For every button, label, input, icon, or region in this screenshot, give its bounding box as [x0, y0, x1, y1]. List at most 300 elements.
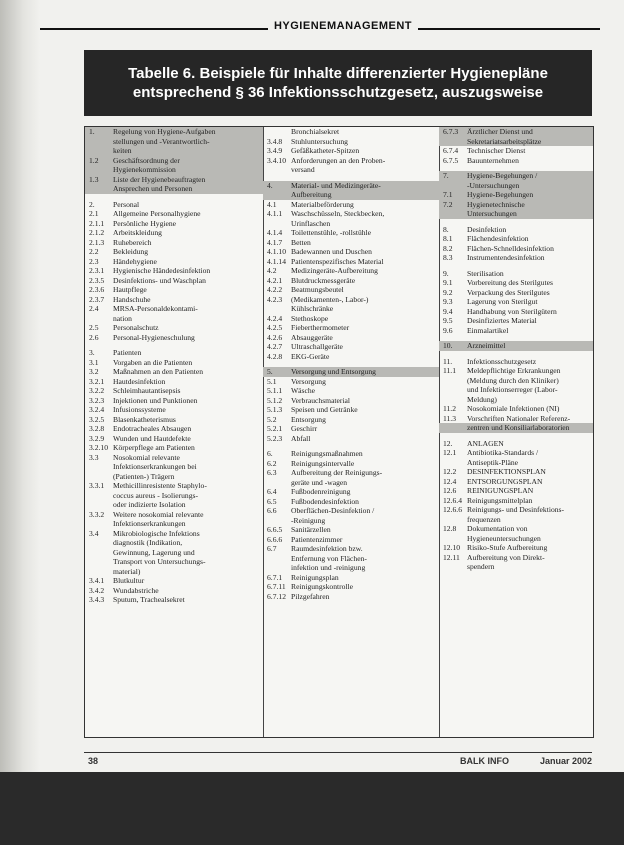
item-text: und Infektionserreger (Labor- [467, 385, 558, 394]
table-row [263, 314, 439, 324]
item-text: Material- und Medizingeräte- [291, 180, 381, 190]
item-number: 2.2 [89, 247, 99, 256]
table-row [439, 505, 593, 515]
table-row [439, 477, 593, 487]
item-number: 5.2.1 [267, 424, 283, 433]
table-row [85, 165, 263, 175]
item-number: 4.2.8 [267, 351, 283, 361]
item-number: 6.7.11 [267, 582, 286, 591]
item-number [267, 304, 291, 314]
item-text: Händehygiene [113, 256, 157, 266]
item-number [89, 462, 113, 472]
item-number: 6.5 [267, 496, 277, 506]
item-number: 4.2.3 [267, 294, 283, 304]
table-title-line-2: entsprechend § 36 Infektionsschutzgesetz, auszugsweise [132, 84, 544, 101]
item-number [267, 219, 291, 229]
table-row [85, 358, 263, 368]
item-text: Wundabstriche [113, 585, 159, 595]
table-row [263, 516, 439, 526]
item-text: Blutkultur [113, 576, 145, 585]
item-number: 6.4 [267, 487, 277, 496]
table-row [439, 190, 593, 200]
item-text: Stethoskope [291, 313, 329, 323]
item-number [443, 458, 467, 468]
item-number: 6.6.6 [267, 534, 283, 544]
item-number [89, 538, 113, 548]
table-row [85, 314, 263, 324]
table-row [263, 285, 439, 295]
footer-rule [84, 752, 592, 753]
item-number: 2.1.2 [89, 228, 105, 237]
item-number: 9.3 [443, 297, 453, 306]
item-text: diagnostik (Indikation, [113, 538, 183, 547]
item-number [267, 127, 291, 137]
item-number: 6.6 [267, 506, 277, 515]
table-row [439, 553, 593, 563]
item-number: 4.2.6 [267, 332, 283, 342]
table-row [439, 200, 593, 210]
table-row [85, 567, 263, 577]
item-text: Stuhluntersuchung [291, 136, 348, 146]
item-text: -Untersuchungen [467, 180, 520, 190]
table-row [439, 448, 593, 458]
table-row [85, 228, 263, 238]
item-number: 2.5 [89, 323, 99, 332]
item-text: Flächen-Schnelldesinfektion [467, 243, 554, 253]
item-text: Verbrauchsmaterial [291, 395, 351, 405]
item-number: 1.2 [89, 155, 99, 165]
table-row [85, 462, 263, 472]
item-text: nation [113, 313, 132, 323]
table-row [85, 586, 263, 596]
table-row [85, 209, 263, 219]
item-text: ANLAGEN [467, 438, 504, 448]
hygiene-plan-table [84, 126, 594, 738]
item-number: 4.1.1 [267, 209, 283, 218]
table-row [85, 276, 263, 286]
table-row [85, 184, 263, 194]
item-text: Vorgaben an die Patienten [113, 357, 193, 367]
item-number: 3.2 [89, 367, 99, 376]
item-number: 2.1.3 [89, 237, 105, 247]
item-text: Handschuhe [113, 294, 151, 304]
table-row [263, 367, 439, 377]
table-row [439, 127, 593, 137]
table-row [263, 342, 439, 352]
item-number: 11.2 [443, 404, 457, 413]
table-row [85, 200, 263, 210]
table-row [439, 458, 593, 468]
table-row [263, 535, 439, 545]
item-number [443, 376, 467, 386]
item-text: EKG-Geräte [291, 351, 330, 361]
item-number: 3.4.10 [267, 155, 286, 165]
item-text: versand [291, 165, 315, 174]
item-number: 8. [443, 224, 449, 234]
item-number: 5.1.3 [267, 405, 283, 414]
table-row [263, 592, 439, 602]
item-text: Infektionsschutzgesetz [467, 356, 537, 366]
table-row [85, 156, 263, 166]
item-number: 11.1 [443, 366, 457, 375]
item-text: Vorschriften Nationaler Referenz- [467, 413, 571, 423]
table-row [439, 543, 593, 553]
table-row [263, 127, 439, 137]
item-number [267, 554, 291, 564]
item-text: Bronchialsekret [291, 127, 340, 136]
item-text: Injektionen und Punktionen [113, 395, 198, 405]
item-number: 3.4 [89, 528, 99, 538]
table-row [263, 525, 439, 535]
item-number [443, 562, 467, 572]
item-number: 7.1 [443, 190, 453, 199]
item-text: Reinigungsplan [291, 572, 339, 582]
table-row [263, 146, 439, 156]
table-row [439, 562, 593, 572]
item-text: Fieberthermometer [291, 323, 350, 332]
issue-date: Januar 2002 [540, 756, 593, 766]
table-row [263, 295, 439, 305]
item-text: Badewannen und Duschen [291, 247, 372, 256]
table-row [439, 404, 593, 414]
table-row [85, 137, 263, 147]
table-row [85, 548, 263, 558]
table-row [263, 137, 439, 147]
item-text: Personalschutz [113, 323, 159, 332]
table-row [263, 333, 439, 343]
table-row [263, 165, 439, 175]
item-text: Handhabung von Sterilgütern [467, 306, 557, 316]
item-number [267, 563, 291, 573]
table-row [85, 415, 263, 425]
item-text: Maßnahmen an den Patienten [113, 367, 204, 376]
item-number: 3.4.1 [89, 576, 105, 585]
table-row [85, 238, 263, 248]
item-text: Anforderungen an den Proben- [291, 155, 386, 165]
item-text: oder indizierte Isolation [113, 500, 186, 509]
item-text: Verpackung des Sterilgutes [467, 287, 550, 297]
item-text: Versorgung [291, 376, 326, 386]
item-text: Antibiotika-Standards / [467, 448, 539, 457]
item-number: 2.6 [89, 332, 99, 342]
item-number: 9.2 [443, 287, 453, 297]
table-row [85, 424, 263, 434]
item-text: Allgemeine Personalhygiene [113, 209, 201, 218]
book-binding-shadow [0, 0, 40, 845]
table-row [85, 348, 263, 358]
item-number: 12.8 [443, 524, 457, 533]
item-number: 8.2 [443, 243, 453, 253]
item-number [267, 190, 291, 200]
table-row [85, 453, 263, 463]
table-row [439, 307, 593, 317]
item-text: Aufbereitung [291, 190, 332, 199]
item-number: 12.6.4 [443, 495, 462, 505]
table-row [85, 257, 263, 267]
item-number: 6.2 [267, 458, 277, 468]
item-number: 4.1.10 [267, 247, 286, 256]
item-text: Blutdruckmessgeräte [291, 275, 356, 285]
table-row [439, 137, 593, 147]
item-text: Medizingeräte-Aufbereitung [291, 266, 378, 275]
item-number [89, 557, 113, 567]
table-row [263, 563, 439, 573]
table-row [85, 529, 263, 539]
item-number: 9.1 [443, 278, 453, 287]
table-row [263, 247, 439, 257]
table-row [263, 582, 439, 592]
item-number: 11.3 [443, 413, 457, 423]
item-number: 6.3 [267, 468, 277, 477]
item-text: Endotracheales Absaugen [113, 424, 192, 433]
item-text: Ansprechen und Personen [113, 184, 193, 193]
item-text: Hygienische Händedesinfektion [113, 266, 211, 275]
item-text: Lagerung von Sterilgut [467, 297, 538, 306]
table-row [439, 376, 593, 386]
item-number: 6. [267, 449, 273, 458]
item-text: Liste der Hygienebeauftragten [113, 174, 206, 184]
item-text: Patientenspezifisches Material [291, 256, 384, 266]
table-row [263, 156, 439, 166]
table-row [439, 278, 593, 288]
item-number: 2.3.1 [89, 266, 105, 275]
item-number: 8.3 [443, 253, 453, 262]
item-text: Nosokomial relevante [113, 452, 180, 462]
item-number [89, 500, 113, 510]
item-text: (Medikamenten-, Labor-) [291, 294, 369, 304]
table-row [263, 276, 439, 286]
item-text: Betten [291, 237, 311, 247]
item-text: geräte und -wagen [291, 477, 348, 487]
table-row [85, 538, 263, 548]
item-number: 3.2.8 [89, 424, 105, 433]
item-text: Raumdesinfektion bzw. [291, 544, 363, 553]
item-text: Schleimhautantisepsis [113, 386, 181, 395]
item-text: stellungen und -Verantwortlich- [113, 136, 210, 146]
item-text: Desinfiziertes Material [467, 316, 537, 325]
item-number: 9.4 [443, 306, 453, 316]
item-text: Ruhebereich [113, 237, 152, 247]
item-number [89, 567, 113, 577]
item-number: 5.2 [267, 414, 277, 424]
item-text: Ärztlicher Dienst und [467, 127, 533, 136]
item-text: Persönliche Hygiene [113, 218, 177, 228]
item-text: Aufbereitung von Direkt- [467, 552, 545, 562]
table-title-line-1: Tabelle 6. Beispiele für Inhalte differenzierter Hygienepläne [128, 65, 548, 82]
item-number: 3.2.4 [89, 405, 105, 414]
item-text: Reinigungs- und Desinfektions- [467, 505, 565, 514]
item-text: Blasenkatheterismus [113, 414, 176, 424]
table-row [439, 439, 593, 449]
item-text: Technischer Dienst [467, 146, 526, 155]
section-header: HYGIENEMANAGEMENT [268, 20, 418, 32]
item-number [89, 548, 113, 558]
item-text: Personal [113, 199, 140, 209]
item-number: 3.2.3 [89, 395, 105, 405]
item-number: 9.6 [443, 325, 453, 335]
item-number: 12.2 [443, 467, 457, 476]
item-text: frequenzen [467, 514, 501, 524]
table-column-3 [439, 127, 593, 737]
item-text: Hautpflege [113, 285, 147, 294]
table-row [439, 225, 593, 235]
table-row [439, 269, 593, 279]
item-number [443, 181, 467, 191]
table-row [263, 478, 439, 488]
item-number [89, 137, 113, 147]
table-row [263, 219, 439, 229]
item-number: 10. [443, 341, 453, 350]
item-text: ENTSORGUNGSPLAN [467, 476, 543, 486]
item-text: Methicillinresistente Staphylo- [113, 481, 207, 490]
item-text: Risiko-Stufe Aufbereitung [467, 543, 548, 552]
item-text: MRSA-Personaldekontami- [113, 304, 198, 313]
item-number: 3.2.2 [89, 386, 105, 395]
item-text: Antiseptik-Pläne [467, 457, 519, 467]
item-text: Wunden und Hautdefekte [113, 433, 191, 443]
table-row [85, 434, 263, 444]
table-row [85, 127, 263, 137]
table-row [439, 326, 593, 336]
table-row [85, 266, 263, 276]
table-row [263, 497, 439, 507]
item-text: Materialbeförderung [291, 199, 354, 209]
table-row [263, 228, 439, 238]
item-text: Mikrobiologische Infektions [113, 528, 200, 538]
item-text: Pilzgefahren [291, 591, 330, 601]
item-text: Geschäftsordnung der [113, 155, 180, 165]
item-number: 4.1.4 [267, 228, 283, 237]
item-text: zentren und Konsiliarlaboratorien [467, 423, 570, 432]
item-number: 2. [89, 199, 95, 209]
item-text: Dokumentation von [467, 524, 528, 533]
item-number: 3.2.9 [89, 433, 105, 443]
item-number: 3.4.8 [267, 136, 283, 146]
item-text: Desinfektions- und Waschplan [113, 275, 206, 285]
table-row [263, 181, 439, 191]
item-number: 4.1 [267, 199, 277, 209]
item-number: 6.7 [267, 544, 277, 553]
item-text: Abfall [291, 433, 311, 443]
item-number [443, 209, 467, 219]
item-text: Hautdesinfektion [113, 376, 166, 386]
table-row [85, 285, 263, 295]
item-text: (Patienten-) Trägern [113, 471, 175, 481]
table-row [85, 247, 263, 257]
item-number: 3.3.1 [89, 481, 105, 490]
item-number [267, 165, 291, 175]
table-row [439, 423, 593, 433]
item-number: 12. [443, 438, 453, 448]
table-row [263, 544, 439, 554]
table-row [263, 396, 439, 406]
item-number: 2.1.1 [89, 218, 105, 228]
item-text: Hygieneuntersuchungen [467, 533, 541, 543]
table-row [263, 190, 439, 200]
item-text: Infektionserkrankungen [113, 519, 186, 528]
item-text: Sanitärzellen [291, 525, 331, 534]
table-row [439, 385, 593, 395]
table-row [439, 486, 593, 496]
table-row [263, 424, 439, 434]
item-number: 3.2.1 [89, 376, 105, 386]
item-number [89, 472, 113, 482]
item-number: 3.3.2 [89, 509, 105, 519]
item-number: 2.3.7 [89, 294, 105, 304]
table-row [85, 367, 263, 377]
item-number: 3.2.10 [89, 443, 108, 452]
item-text: material) [113, 566, 141, 576]
table-row [263, 209, 439, 219]
item-text: Speisen und Getränke [291, 405, 358, 414]
item-text: Hygiene-Begehungen / [467, 171, 538, 180]
item-number: 4.1.7 [267, 237, 283, 247]
table-row [439, 244, 593, 254]
item-number: 8.1 [443, 234, 453, 243]
item-text: Entsorgung [291, 414, 326, 424]
item-number: 4. [267, 180, 273, 190]
item-text: Absauggeräte [291, 332, 333, 342]
table-row [439, 316, 593, 326]
item-number [89, 184, 113, 194]
table-row [439, 156, 593, 166]
table-row [439, 534, 593, 544]
table-column-2 [263, 127, 440, 737]
item-number: 5.1.1 [267, 386, 283, 395]
table-row [85, 491, 263, 501]
item-text: Toilettenstühle, -rollstühle [291, 228, 372, 237]
item-number: 4.2.7 [267, 342, 283, 351]
table-row [263, 405, 439, 415]
item-text: -Reinigung [291, 515, 326, 525]
table-row [85, 576, 263, 586]
table-row [439, 515, 593, 525]
table-row [85, 443, 263, 453]
scan-bottom-band [0, 772, 624, 845]
item-text: Hygiene-Begehungen [467, 190, 534, 199]
item-text: Waschschüsseln, Steckbecken, [291, 209, 385, 218]
item-number: 12.6 [443, 486, 457, 495]
item-number [443, 534, 467, 544]
item-number: 2.3 [89, 256, 99, 266]
item-number: 2.3.5 [89, 275, 105, 285]
table-row [85, 323, 263, 333]
table-row [263, 266, 439, 276]
item-number [89, 519, 113, 529]
item-number: 12.10 [443, 543, 461, 552]
item-text: Reinigungsintervalle [291, 458, 355, 468]
item-text: Sekretariatsarbeitsplätze [467, 136, 542, 146]
item-text: Aufbereitung der Reinigungs- [291, 468, 383, 477]
table-row [439, 171, 593, 181]
item-number: 2.1 [89, 209, 99, 218]
item-text: Sputum, Trachealsekret [113, 595, 185, 604]
item-number [443, 137, 467, 147]
table-row [263, 377, 439, 387]
item-number: 5.2.3 [267, 433, 283, 443]
table-row [439, 414, 593, 424]
item-text: Körperpflege am Patienten [113, 443, 195, 452]
item-number [89, 165, 113, 175]
table-row [85, 472, 263, 482]
item-text: Versorgung und Entsorgung [291, 367, 376, 376]
item-number: 3.2.5 [89, 414, 105, 424]
item-number: 3.4.3 [89, 595, 105, 604]
item-number: 3.4.2 [89, 585, 105, 595]
item-text: Kühlschränke [291, 304, 334, 313]
table-row [85, 396, 263, 406]
item-number [443, 515, 467, 525]
